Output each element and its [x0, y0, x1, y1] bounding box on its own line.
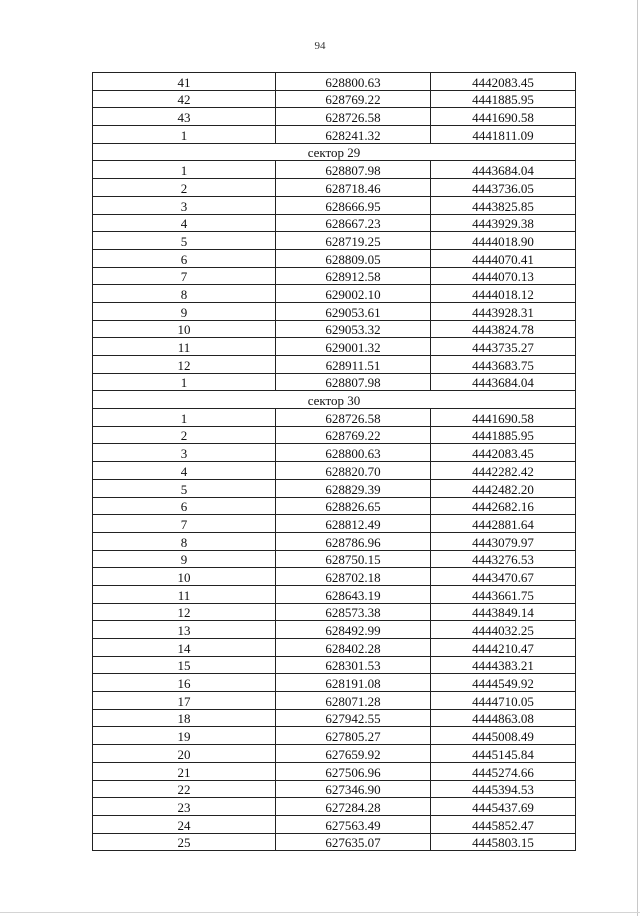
page-number: 94 — [314, 40, 326, 52]
table-row — [93, 798, 576, 816]
y-coordinate-cell: 4445145.84 — [431, 745, 576, 763]
x-coordinate-cell: 628911.51 — [276, 356, 431, 374]
x-coordinate-cell: 628301.53 — [276, 656, 431, 674]
y-coordinate-cell: 4445008.49 — [431, 727, 576, 745]
table-row — [93, 674, 576, 692]
x-coordinate-cell: 628769.22 — [276, 426, 431, 444]
table-row — [93, 409, 576, 427]
y-coordinate-cell: 4443929.38 — [431, 214, 576, 232]
y-coordinate-cell: 4444210.47 — [431, 639, 576, 657]
y-coordinate-cell: 4443849.14 — [431, 603, 576, 621]
section-label: сектор 29 — [93, 143, 576, 161]
x-coordinate-cell: 628800.63 — [276, 444, 431, 462]
table-row — [93, 267, 576, 285]
point-number-cell: 13 — [93, 621, 276, 639]
table-row — [93, 426, 576, 444]
table-row — [93, 762, 576, 780]
x-coordinate-cell: 629053.32 — [276, 320, 431, 338]
table-row — [93, 815, 576, 833]
table-row — [93, 214, 576, 232]
x-coordinate-cell: 628071.28 — [276, 692, 431, 710]
x-coordinate-cell: 628826.65 — [276, 497, 431, 515]
point-number-cell: 17 — [93, 692, 276, 710]
x-coordinate-cell: 628492.99 — [276, 621, 431, 639]
x-coordinate-cell: 627506.96 — [276, 762, 431, 780]
point-number-cell: 7 — [93, 267, 276, 285]
table-row — [93, 497, 576, 515]
x-coordinate-cell: 628750.15 — [276, 550, 431, 568]
point-number-cell: 25 — [93, 833, 276, 851]
point-number-cell: 11 — [93, 585, 276, 603]
y-coordinate-cell: 4444549.92 — [431, 674, 576, 692]
y-coordinate-cell: 4443736.05 — [431, 179, 576, 197]
coordinates-table — [92, 72, 576, 851]
y-coordinate-cell: 4441690.58 — [431, 108, 576, 126]
y-coordinate-cell: 4441690.58 — [431, 409, 576, 427]
point-number-cell: 1 — [93, 161, 276, 179]
y-coordinate-cell: 4443683.75 — [431, 356, 576, 374]
x-coordinate-cell: 627346.90 — [276, 780, 431, 798]
y-coordinate-cell: 4442083.45 — [431, 444, 576, 462]
table-row — [93, 639, 576, 657]
x-coordinate-cell: 628807.98 — [276, 161, 431, 179]
y-coordinate-cell: 4442682.16 — [431, 497, 576, 515]
y-coordinate-cell: 4443684.04 — [431, 373, 576, 391]
point-number-cell: 24 — [93, 815, 276, 833]
table-row — [93, 727, 576, 745]
point-number-cell: 12 — [93, 603, 276, 621]
y-coordinate-cell: 4445803.15 — [431, 833, 576, 851]
point-number-cell: 20 — [93, 745, 276, 763]
point-number-cell: 7 — [93, 515, 276, 533]
y-coordinate-cell: 4442881.64 — [431, 515, 576, 533]
x-coordinate-cell: 628402.28 — [276, 639, 431, 657]
y-coordinate-cell: 4443824.78 — [431, 320, 576, 338]
point-number-cell: 14 — [93, 639, 276, 657]
table-row — [93, 338, 576, 356]
y-coordinate-cell: 4444863.08 — [431, 709, 576, 727]
x-coordinate-cell: 629001.32 — [276, 338, 431, 356]
point-number-cell: 2 — [93, 179, 276, 197]
x-coordinate-cell: 628702.18 — [276, 568, 431, 586]
x-coordinate-cell: 628812.49 — [276, 515, 431, 533]
point-number-cell: 11 — [93, 338, 276, 356]
x-coordinate-cell: 628786.96 — [276, 532, 431, 550]
table-row — [93, 73, 576, 91]
point-number-cell: 1 — [93, 373, 276, 391]
x-coordinate-cell: 628726.58 — [276, 108, 431, 126]
point-number-cell: 5 — [93, 479, 276, 497]
table-row — [93, 108, 576, 126]
table-row — [93, 692, 576, 710]
point-number-cell: 8 — [93, 532, 276, 550]
point-number-cell: 10 — [93, 568, 276, 586]
point-number-cell: 1 — [93, 409, 276, 427]
point-number-cell: 4 — [93, 214, 276, 232]
y-coordinate-cell: 4444070.41 — [431, 249, 576, 267]
table-row — [93, 373, 576, 391]
y-coordinate-cell: 4441885.95 — [431, 426, 576, 444]
y-coordinate-cell: 4443470.67 — [431, 568, 576, 586]
y-coordinate-cell: 4445852.47 — [431, 815, 576, 833]
x-coordinate-cell: 628726.58 — [276, 409, 431, 427]
y-coordinate-cell: 4444018.90 — [431, 232, 576, 250]
y-coordinate-cell: 4443276.53 — [431, 550, 576, 568]
x-coordinate-cell: 628829.39 — [276, 479, 431, 497]
x-coordinate-cell: 628809.05 — [276, 249, 431, 267]
point-number-cell: 9 — [93, 302, 276, 320]
y-coordinate-cell: 4443661.75 — [431, 585, 576, 603]
point-number-cell: 22 — [93, 780, 276, 798]
y-coordinate-cell: 4442083.45 — [431, 73, 576, 91]
x-coordinate-cell: 628912.58 — [276, 267, 431, 285]
table-row — [93, 745, 576, 763]
y-coordinate-cell: 4441885.95 — [431, 90, 576, 108]
x-coordinate-cell: 628643.19 — [276, 585, 431, 603]
page-edge-bottom — [0, 912, 640, 913]
table-row — [93, 90, 576, 108]
y-coordinate-cell: 4442282.42 — [431, 462, 576, 480]
y-coordinate-cell: 4444710.05 — [431, 692, 576, 710]
point-number-cell: 9 — [93, 550, 276, 568]
x-coordinate-cell: 628769.22 — [276, 90, 431, 108]
table-row — [93, 780, 576, 798]
table-row — [93, 249, 576, 267]
section-header-row — [93, 391, 576, 409]
x-coordinate-cell: 628241.32 — [276, 126, 431, 144]
table-row — [93, 568, 576, 586]
table-row — [93, 550, 576, 568]
x-coordinate-cell: 628800.63 — [276, 73, 431, 91]
table-row — [93, 356, 576, 374]
x-coordinate-cell: 627805.27 — [276, 727, 431, 745]
x-coordinate-cell: 627942.55 — [276, 709, 431, 727]
point-number-cell: 18 — [93, 709, 276, 727]
point-number-cell: 1 — [93, 126, 276, 144]
point-number-cell: 3 — [93, 196, 276, 214]
point-number-cell: 19 — [93, 727, 276, 745]
x-coordinate-cell: 628718.46 — [276, 179, 431, 197]
point-number-cell: 10 — [93, 320, 276, 338]
point-number-cell: 8 — [93, 285, 276, 303]
point-number-cell: 43 — [93, 108, 276, 126]
y-coordinate-cell: 4443735.27 — [431, 338, 576, 356]
point-number-cell: 16 — [93, 674, 276, 692]
table-row — [93, 532, 576, 550]
point-number-cell: 21 — [93, 762, 276, 780]
point-number-cell: 23 — [93, 798, 276, 816]
section-header-row — [93, 143, 576, 161]
point-number-cell: 42 — [93, 90, 276, 108]
y-coordinate-cell: 4443079.97 — [431, 532, 576, 550]
x-coordinate-cell: 628573.38 — [276, 603, 431, 621]
table-row — [93, 656, 576, 674]
y-coordinate-cell: 4443825.85 — [431, 196, 576, 214]
table-row — [93, 585, 576, 603]
x-coordinate-cell: 629002.10 — [276, 285, 431, 303]
coordinates-table-body — [93, 73, 576, 851]
x-coordinate-cell: 627635.07 — [276, 833, 431, 851]
y-coordinate-cell: 4445394.53 — [431, 780, 576, 798]
point-number-cell: 12 — [93, 356, 276, 374]
table-row — [93, 603, 576, 621]
y-coordinate-cell: 4445437.69 — [431, 798, 576, 816]
table-row — [93, 833, 576, 851]
y-coordinate-cell: 4442482.20 — [431, 479, 576, 497]
section-label: сектор 30 — [93, 391, 576, 409]
x-coordinate-cell: 627563.49 — [276, 815, 431, 833]
table-row — [93, 232, 576, 250]
point-number-cell: 3 — [93, 444, 276, 462]
point-number-cell: 15 — [93, 656, 276, 674]
y-coordinate-cell: 4443684.04 — [431, 161, 576, 179]
y-coordinate-cell: 4445274.66 — [431, 762, 576, 780]
table-row — [93, 196, 576, 214]
y-coordinate-cell: 4444032.25 — [431, 621, 576, 639]
table-row — [93, 320, 576, 338]
y-coordinate-cell: 4444383.21 — [431, 656, 576, 674]
table-row — [93, 161, 576, 179]
table-row — [93, 179, 576, 197]
page-edge-right — [637, 0, 638, 916]
y-coordinate-cell: 4443928.31 — [431, 302, 576, 320]
table-row — [93, 462, 576, 480]
table-row — [93, 444, 576, 462]
point-number-cell: 6 — [93, 497, 276, 515]
x-coordinate-cell: 627284.28 — [276, 798, 431, 816]
table-row — [93, 515, 576, 533]
x-coordinate-cell: 628807.98 — [276, 373, 431, 391]
table-row — [93, 302, 576, 320]
table-row — [93, 709, 576, 727]
x-coordinate-cell: 628191.08 — [276, 674, 431, 692]
x-coordinate-cell: 629053.61 — [276, 302, 431, 320]
x-coordinate-cell: 628719.25 — [276, 232, 431, 250]
point-number-cell: 5 — [93, 232, 276, 250]
y-coordinate-cell: 4441811.09 — [431, 126, 576, 144]
x-coordinate-cell: 627659.92 — [276, 745, 431, 763]
x-coordinate-cell: 628666.95 — [276, 196, 431, 214]
point-number-cell: 4 — [93, 462, 276, 480]
y-coordinate-cell: 4444070.13 — [431, 267, 576, 285]
table-row — [93, 621, 576, 639]
table-row — [93, 285, 576, 303]
point-number-cell: 6 — [93, 249, 276, 267]
x-coordinate-cell: 628820.70 — [276, 462, 431, 480]
point-number-cell: 41 — [93, 73, 276, 91]
table-row — [93, 126, 576, 144]
x-coordinate-cell: 628667.23 — [276, 214, 431, 232]
y-coordinate-cell: 4444018.12 — [431, 285, 576, 303]
table-row — [93, 479, 576, 497]
point-number-cell: 2 — [93, 426, 276, 444]
